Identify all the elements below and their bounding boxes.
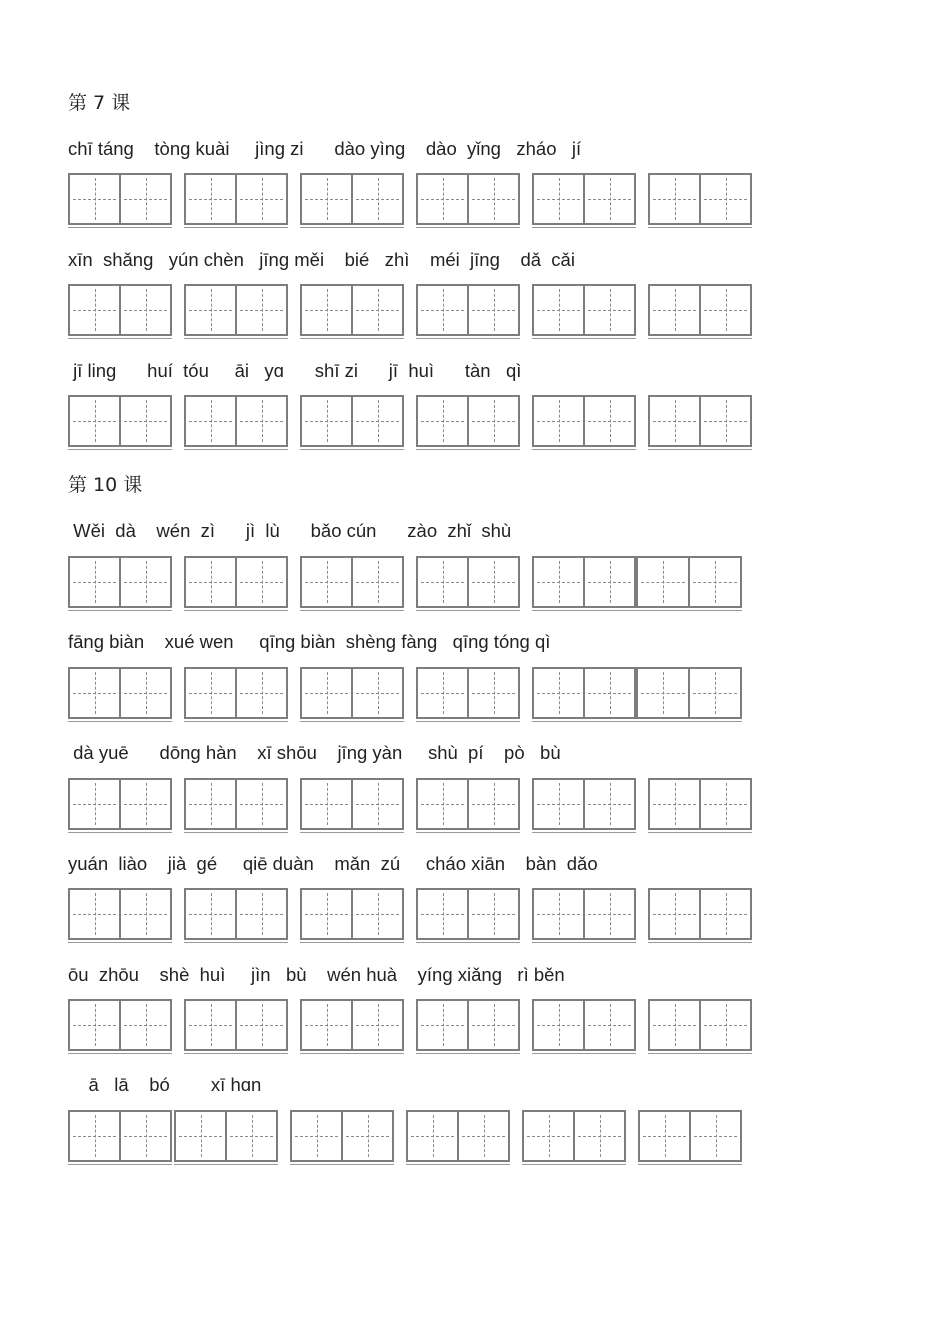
word-writing-box (522, 1110, 626, 1162)
word-writing-box (300, 778, 404, 830)
character-cell (351, 890, 402, 938)
pinyin-row-10-5: ōu zhōu shè huì jìn bù wén huà yíng xiǎng rì běn (68, 964, 565, 985)
word-writing-box (174, 1110, 278, 1162)
character-cell (699, 890, 750, 938)
character-cell (186, 780, 235, 828)
character-cell (70, 1001, 119, 1049)
character-cell (583, 780, 634, 828)
word-writing-box (532, 999, 636, 1051)
character-cell (235, 286, 286, 334)
character-cell (688, 669, 740, 717)
grid-row (68, 999, 758, 1055)
character-cell (650, 890, 699, 938)
character-cell (467, 397, 518, 445)
character-cell (70, 558, 119, 606)
word-writing-box (184, 778, 288, 830)
character-cell (534, 780, 583, 828)
character-cell (235, 397, 286, 445)
lesson-7-title: 第 7 课 (68, 92, 131, 114)
character-cell (467, 669, 518, 717)
character-cell (302, 890, 351, 938)
character-cell (650, 397, 699, 445)
character-cell (534, 669, 583, 717)
pinyin-row-10-2: fāng biàn xué wen qīng biàn shèng fàng qīng tóng qì (68, 631, 551, 652)
character-cell (524, 1112, 573, 1160)
character-cell (235, 175, 286, 223)
character-cell (70, 780, 119, 828)
word-writing-box (68, 173, 172, 225)
word-writing-box (184, 888, 288, 940)
character-cell (235, 780, 286, 828)
character-cell (457, 1112, 508, 1160)
character-cell (351, 286, 402, 334)
word-writing-box (300, 999, 404, 1051)
character-cell (119, 1112, 170, 1160)
character-cell (650, 780, 699, 828)
character-cell (70, 175, 119, 223)
character-cell (351, 1001, 402, 1049)
word-writing-box (68, 999, 172, 1051)
word-writing-box (648, 284, 752, 336)
word-writing-box (184, 395, 288, 447)
word-writing-box (532, 395, 636, 447)
word-writing-box (636, 556, 742, 608)
word-writing-box (290, 1110, 394, 1162)
word-writing-box (184, 999, 288, 1051)
word-writing-box (532, 284, 636, 336)
character-cell (699, 780, 750, 828)
grid-row (68, 778, 758, 834)
character-cell (583, 558, 634, 606)
character-cell (699, 286, 750, 334)
character-cell (302, 397, 351, 445)
character-cell (351, 669, 402, 717)
character-cell (119, 780, 170, 828)
pinyin-row-10-3: dà yuē dōng hàn xī shōu jīng yàn shù pí pò bù (68, 742, 561, 763)
word-writing-box (184, 284, 288, 336)
character-cell (186, 286, 235, 334)
character-cell (640, 1112, 689, 1160)
character-cell (534, 558, 583, 606)
character-cell (176, 1112, 225, 1160)
pinyin-row-7-1: chī táng tòng kuài jìng zi dào yìng dào yǐng zháo jí (68, 138, 582, 159)
character-cell (351, 558, 402, 606)
character-cell (302, 286, 351, 334)
character-cell (119, 669, 170, 717)
grid-row (68, 667, 758, 723)
character-cell (583, 397, 634, 445)
character-cell (699, 175, 750, 223)
character-cell (650, 1001, 699, 1049)
character-cell (583, 175, 634, 223)
word-writing-box (532, 888, 636, 940)
character-cell (186, 1001, 235, 1049)
word-writing-box (648, 395, 752, 447)
grid-row (68, 888, 758, 944)
character-cell (119, 397, 170, 445)
word-writing-box (416, 284, 520, 336)
word-writing-box (416, 888, 520, 940)
word-writing-box (184, 556, 288, 608)
word-writing-box (648, 999, 752, 1051)
character-cell (573, 1112, 624, 1160)
character-cell (186, 890, 235, 938)
word-writing-box (416, 173, 520, 225)
word-writing-box (300, 284, 404, 336)
grid-row (68, 1110, 758, 1166)
character-cell (186, 669, 235, 717)
character-cell (699, 1001, 750, 1049)
word-writing-box (68, 1110, 172, 1162)
character-cell (689, 1112, 740, 1160)
grid-row (68, 284, 758, 340)
character-cell (534, 890, 583, 938)
character-cell (186, 558, 235, 606)
word-writing-box (638, 1110, 742, 1162)
word-writing-box (68, 284, 172, 336)
word-writing-box (416, 999, 520, 1051)
word-writing-box (532, 173, 636, 225)
word-writing-box (416, 778, 520, 830)
word-writing-box (416, 667, 520, 719)
pinyin-row-10-1: Wěi dà wén zì jì lù bǎo cún zào zhǐ shù (68, 520, 512, 541)
character-cell (70, 397, 119, 445)
character-cell (235, 1001, 286, 1049)
lesson-10-title: 第 10 课 (68, 474, 143, 496)
character-cell (467, 558, 518, 606)
character-cell (119, 558, 170, 606)
character-cell (225, 1112, 276, 1160)
character-cell (351, 175, 402, 223)
character-cell (688, 558, 740, 606)
character-cell (467, 890, 518, 938)
character-cell (70, 669, 119, 717)
character-cell (302, 558, 351, 606)
character-cell (418, 890, 467, 938)
character-cell (302, 1001, 351, 1049)
character-cell (302, 780, 351, 828)
word-writing-box (648, 888, 752, 940)
word-writing-box (300, 173, 404, 225)
character-cell (418, 669, 467, 717)
pinyin-row-7-2: xīn shǎng yún chèn jīng měi bié zhì méi jīng dǎ cǎi (68, 249, 575, 270)
character-cell (70, 890, 119, 938)
grid-row (68, 556, 758, 612)
character-cell (186, 397, 235, 445)
word-writing-box (406, 1110, 510, 1162)
character-cell (292, 1112, 341, 1160)
character-cell (351, 780, 402, 828)
grid-row (68, 395, 758, 451)
character-cell (119, 890, 170, 938)
word-writing-box (300, 667, 404, 719)
character-cell (70, 1112, 119, 1160)
character-cell (235, 669, 286, 717)
character-cell (186, 175, 235, 223)
character-cell (467, 1001, 518, 1049)
character-cell (583, 890, 634, 938)
character-cell (235, 558, 286, 606)
character-cell (534, 1001, 583, 1049)
word-writing-box (68, 888, 172, 940)
word-writing-box (184, 667, 288, 719)
character-cell (119, 1001, 170, 1049)
character-cell (119, 175, 170, 223)
character-cell (418, 780, 467, 828)
word-writing-box (416, 395, 520, 447)
character-cell (467, 175, 518, 223)
character-cell (119, 286, 170, 334)
word-writing-box (648, 173, 752, 225)
character-cell (418, 286, 467, 334)
word-writing-box (532, 778, 636, 830)
character-cell (534, 175, 583, 223)
character-cell (650, 175, 699, 223)
word-writing-box (184, 173, 288, 225)
character-cell (418, 1001, 467, 1049)
character-cell (638, 558, 688, 606)
character-cell (638, 669, 688, 717)
character-cell (408, 1112, 457, 1160)
word-writing-box (300, 395, 404, 447)
character-cell (534, 397, 583, 445)
character-cell (418, 397, 467, 445)
character-cell (302, 669, 351, 717)
character-cell (351, 397, 402, 445)
word-writing-box (532, 556, 636, 608)
word-writing-box (68, 667, 172, 719)
pinyin-row-7-3: jī ling huí tóu āi yɑ shī zi jī huì tàn qì (68, 360, 522, 381)
character-cell (534, 286, 583, 334)
word-writing-box (648, 778, 752, 830)
pinyin-row-10-6: ā lā bó xī hɑn (68, 1074, 262, 1095)
pinyin-row-10-4: yuán liào jià gé qiē duàn mǎn zú cháo xiān bàn dǎo (68, 853, 598, 874)
character-cell (70, 286, 119, 334)
character-cell (341, 1112, 392, 1160)
word-writing-box (636, 667, 742, 719)
word-writing-box (532, 667, 636, 719)
character-cell (418, 558, 467, 606)
character-cell (418, 175, 467, 223)
character-cell (467, 286, 518, 334)
word-writing-box (300, 888, 404, 940)
word-writing-box (300, 556, 404, 608)
character-cell (583, 669, 634, 717)
word-writing-box (416, 556, 520, 608)
character-cell (650, 286, 699, 334)
word-writing-box (68, 778, 172, 830)
character-cell (302, 175, 351, 223)
word-writing-box (68, 556, 172, 608)
character-cell (699, 397, 750, 445)
grid-row (68, 173, 758, 229)
word-writing-box (68, 395, 172, 447)
character-cell (583, 1001, 634, 1049)
character-cell (467, 780, 518, 828)
character-cell (235, 890, 286, 938)
character-cell (583, 286, 634, 334)
